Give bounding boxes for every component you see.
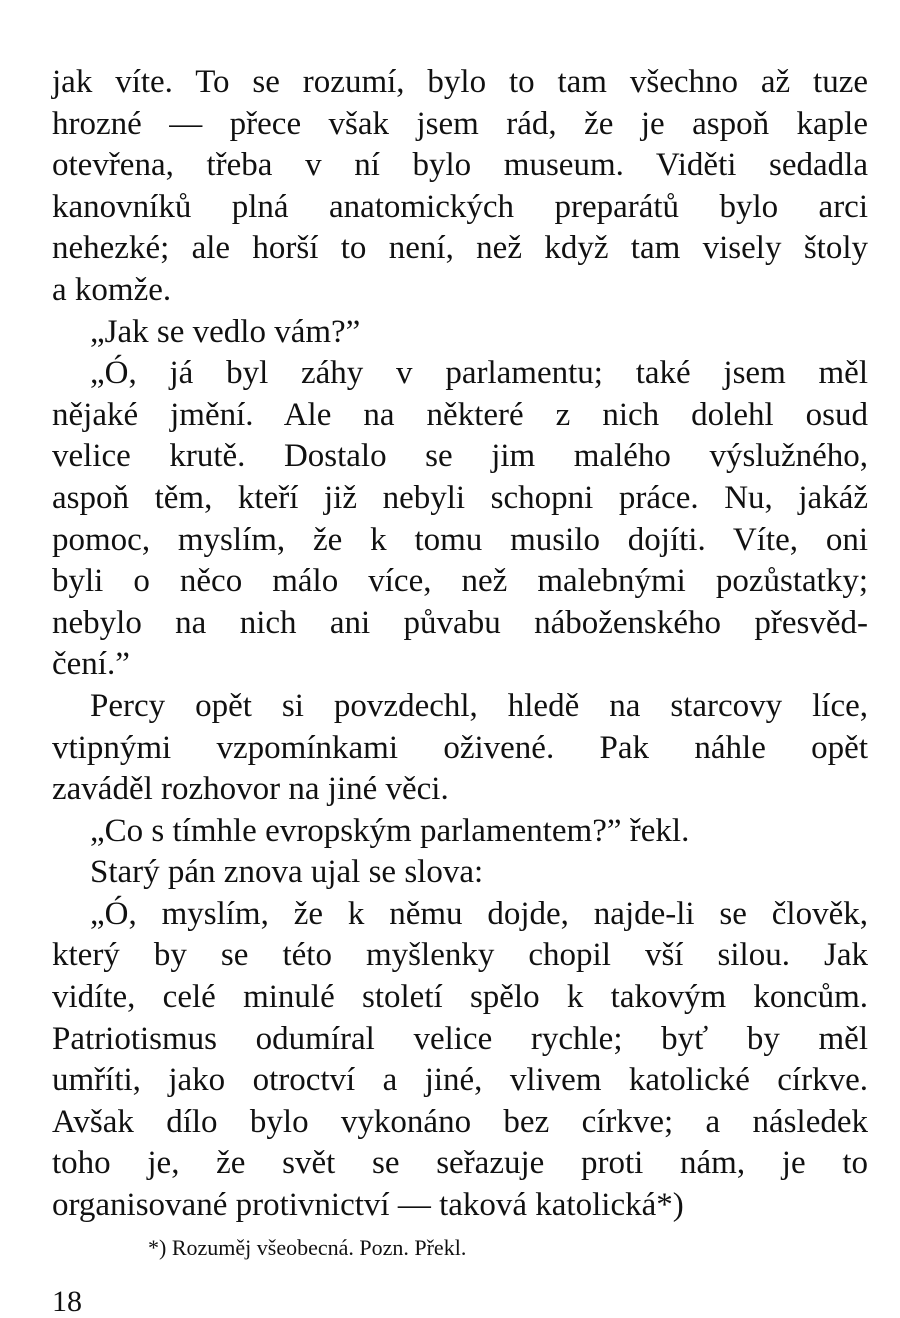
page-number: 18 (52, 1285, 82, 1318)
text-line: umříti, jako otroctví a jiné, vlivem katolické církve. (52, 1062, 868, 1099)
text-line: vtipnými vzpomínkami oživené. Pak náhle opět (52, 729, 868, 766)
text-line: „Jak se vedlo vám?” (90, 313, 361, 350)
text-line: nějaké jmění. Ale na některé z nich dolehl osud (52, 396, 868, 433)
text-line: toho je, že svět se seřazuje proti nám, je to (52, 1145, 868, 1182)
text-line: byli o něco málo více, než malebnými pozůstatky; (52, 563, 868, 600)
text-line: zaváděl rozhovor na jiné věci. (52, 771, 449, 808)
text-line: vidíte, celé minulé století spělo k takovým koncům. (52, 979, 868, 1016)
text-line: a komže. (52, 271, 172, 308)
text-line: „Ó, myslím, že k němu dojde, najde-li se člověk, (90, 895, 868, 932)
text-line: jak víte. To se rozumí, bylo to tam všechno až tuze (52, 64, 868, 100)
text-line: kanovníků plná anatomických preparátů bylo arci (52, 188, 868, 225)
text-line: Percy opět si povzdechl, hledě na starcovy líce, (90, 687, 868, 724)
text-line: aspoň těm, kteří již nebyli schopni práce. Nu, jakáž (52, 479, 868, 516)
text-line: velice krutě. Dostalo se jim malého výslužného, (52, 438, 868, 475)
text-line: otevřena, třeba v ní bylo museum. Viděti sedadla (52, 147, 868, 184)
text-line: „Co s tímhle evropským parlamentem?” řekl. (90, 812, 690, 849)
text-line: nehezké; ale horší to není, než když tam visely štoly (52, 230, 868, 267)
text-line: Patriotismus odumíral velice rychle; byť by měl (52, 1020, 868, 1057)
text-line: nebylo na nich ani půvabu náboženského přesvěd- (52, 604, 868, 641)
text-line: pomoc, myslím, že k tomu musilo dojíti. Víte, oni (52, 521, 868, 558)
text-line: organisované protivnictví — taková katolická*) (52, 1187, 684, 1224)
body-text (52, 62, 868, 1227)
book-page (52, 62, 868, 1263)
text-line: čení.” (52, 646, 130, 683)
footnote: *) Rozuměj všeobecná. Pozn. Překl. (148, 1234, 467, 1260)
text-line: Avšak dílo bylo vykonáno bez církve; a následek (52, 1103, 868, 1140)
text-line: „Ó, já byl záhy v parlamentu; také jsem měl (90, 355, 868, 392)
text-line: Starý pán znova ujal se slova: (90, 854, 484, 891)
text-line: který by se této myšlenky chopil vší silou. Jak (52, 937, 868, 974)
text-line: hrozné — přece však jsem rád, že je aspoň kaple (52, 105, 868, 142)
